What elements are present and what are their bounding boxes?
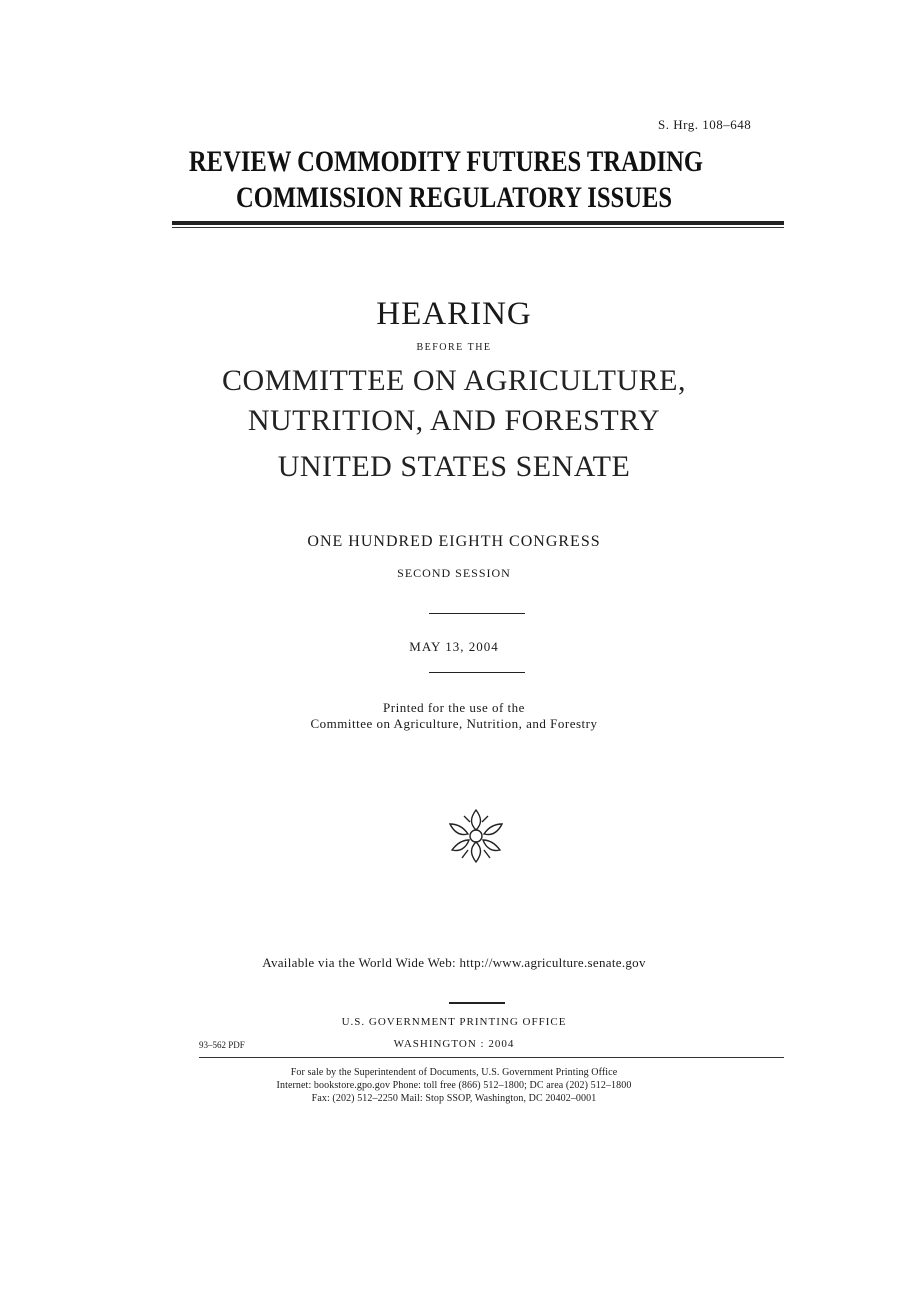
title-rule-thick (172, 221, 784, 225)
printed-for-line-1: Printed for the use of the (383, 700, 525, 715)
congress-label: ONE HUNDRED EIGHTH CONGRESS (307, 533, 601, 550)
publisher-name: U.S. GOVERNMENT PRINTING OFFICE (341, 1016, 567, 1028)
title-line-2: COMMISSION REGULATORY ISSUES (235, 181, 673, 214)
sales-line-1: For sale by the Superintendent of Documents, U.S. Government Printing Office (290, 1067, 618, 1078)
session-label: SECOND SESSION (397, 566, 511, 580)
publisher-rule (449, 1002, 505, 1004)
date-rule-top (429, 613, 525, 614)
committee-line-1: COMMITTEE ON AGRICULTURE, (222, 364, 686, 397)
title-rule-thin (172, 227, 784, 228)
report-number: S. Hrg. 108–648 (658, 117, 752, 132)
date-rule-bottom (429, 672, 525, 673)
before-the-label: BEFORE THE (416, 342, 492, 353)
title-line-1: REVIEW COMMODITY FUTURES TRADING (188, 145, 704, 178)
pdf-number: 93–562 PDF (199, 1040, 245, 1050)
footer-rule (199, 1057, 784, 1058)
place-year: WASHINGTON : 2004 (393, 1038, 515, 1050)
hearing-date: MAY 13, 2004 (409, 639, 499, 654)
gpo-emblem-icon (444, 806, 508, 866)
sales-line-3: Fax: (202) 512–2250 Mail: Stop SSOP, Washington, DC 20402–0001 (311, 1093, 597, 1104)
hearing-heading: HEARING (376, 296, 532, 332)
sales-line-2: Internet: bookstore.gpo.gov Phone: toll free (866) 512–1800; DC area (202) 512–1800 (276, 1080, 632, 1091)
printed-for-line-2: Committee on Agriculture, Nutrition, and Forestry (310, 716, 598, 731)
committee-line-3: UNITED STATES SENATE (277, 450, 631, 483)
committee-line-2: NUTRITION, AND FORESTRY (247, 404, 661, 437)
web-availability: Available via the World Wide Web: http://www.agriculture.senate.gov (262, 955, 646, 970)
